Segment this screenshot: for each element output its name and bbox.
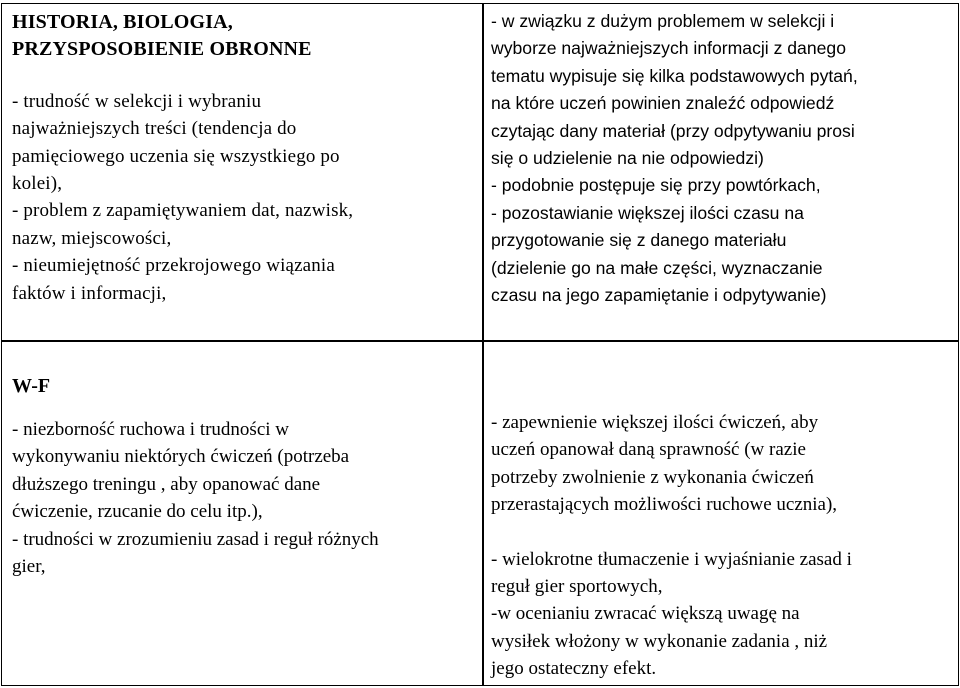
subject-heading: W-F <box>12 375 51 397</box>
spacer <box>491 345 950 409</box>
recommendations-text: - w związku z dużym problemem w selekcji i wyborze najważniejszych informacji z danego tematu wypisuje się kilka podstawowych pytań, na które uczeń powinien znaleźć odpowiedź czytając dany materiał (przy odpytywaniu prosi się o udzielenie na nie odpowiedzi) - podobnie postępuje się przy powtórkach, - pozostawianie większej ilości czasu na przygotowanie się z danego materiału (dzielenie go na małe części, wyznaczanie czasu na jego zapamiętanie i odpytywanie) <box>491 11 858 306</box>
recommendations-text-b: - wielokrotne tłumaczenie i wyjaśnianie zasad i reguł gier sportowych, -w ocenianiu zwracać większą uwagę na wysiłek włożony w wykonanie zadania , niż jego ostateczny efekt. <box>491 548 852 680</box>
difficulties-text: - niezborność ruchowa i trudności w wykonywaniu niektórych ćwiczeń (potrzeba dłuższego treningu , aby opanować dane ćwiczenie, rzucanie do celu itp.), - trudności w zrozumieniu zasad i reguł różnych gier, <box>12 419 379 578</box>
difficulties-text: - trudność w selekcji i wybraniu najważniejszych treści (tendencja do pamięciowego uczenia się wszystkiego po kolei), - problem z zapamiętywaniem dat, nazwisk, nazw, miejscowości, - nieumiejętność przekrojowego wiązania faktów i informacji, <box>12 90 354 304</box>
spacer <box>491 519 950 546</box>
spacer <box>12 400 475 416</box>
recommendations-text-a: - zapewnienie większej ilości ćwiczeń, aby uczeń opanował daną sprawność (w razie potrzeby zwolnienie z wykonania ćwiczeń przerastających możliwości ruchowe ucznia), <box>491 412 838 516</box>
spacer <box>12 64 475 88</box>
cell-recommendations-pe <box>482 340 959 686</box>
cell-recommendations-history <box>482 3 959 342</box>
cell-subject-history <box>1 3 484 342</box>
subject-heading: HISTORIA, BIOLOGIA, PRZYSPOSOBIENIE OBRONNE <box>12 11 312 61</box>
cell-subject-pe <box>1 340 484 686</box>
